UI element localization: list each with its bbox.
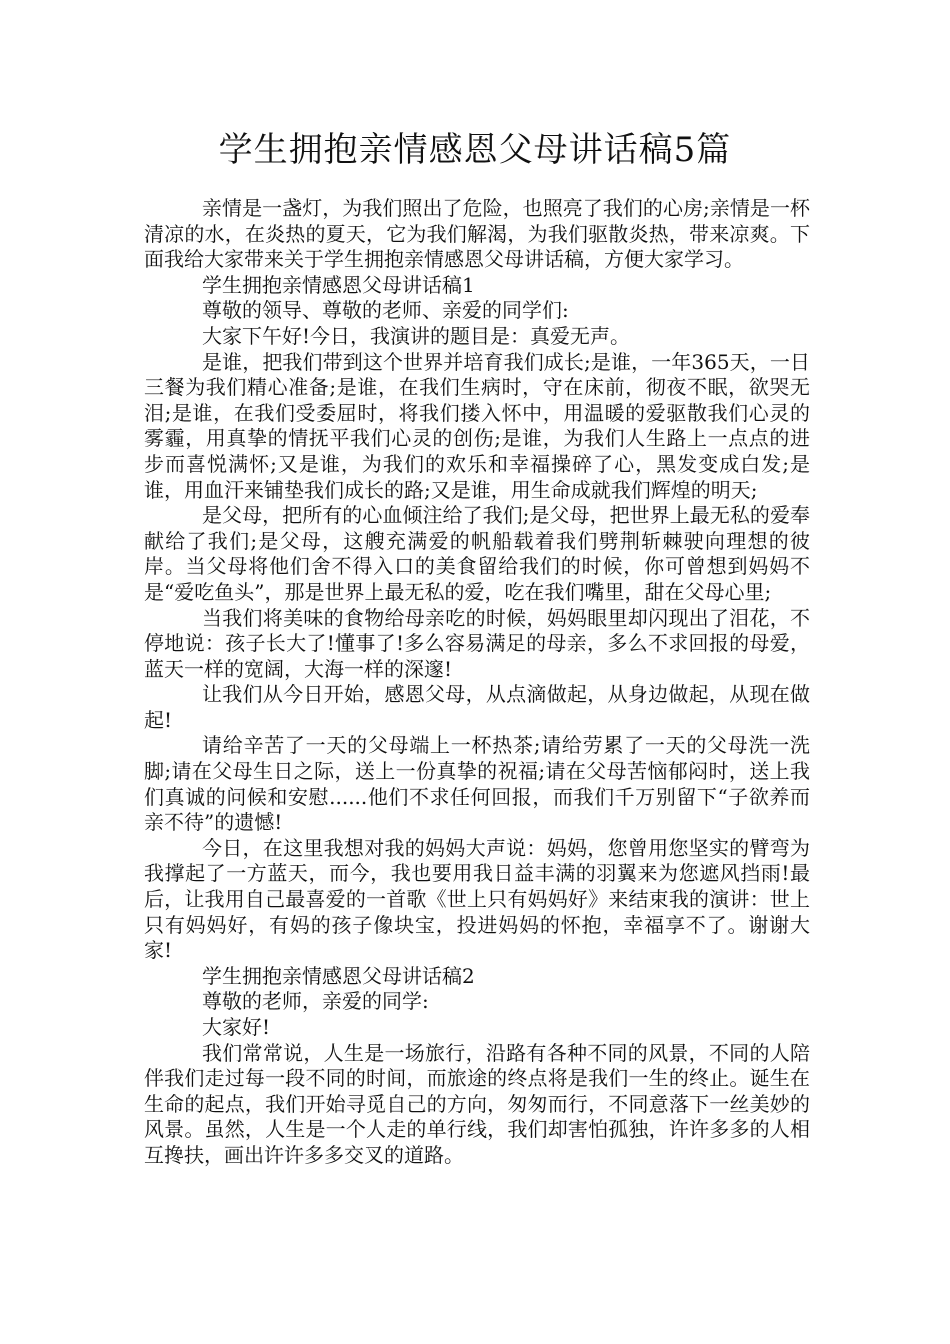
greeting-paragraph: 大家好! bbox=[202, 1015, 271, 1039]
body-paragraph: 让我们从今日开始，感恩父母，从点滴做起，从身边做起，从现在做起! bbox=[144, 682, 810, 732]
greeting-paragraph: 大家下午好!今日，我演讲的题目是：真爱无声。 bbox=[202, 323, 631, 348]
body-paragraph: 今日，在这里我想对我的妈妈大声说：妈妈，您曾用您坚实的臂弯为我撑起了一方蓝天，而今，我也要用我日益丰满的羽翼来为您遮风挡雨!最后，让我用自己最喜爱的一首歌《世上只有妈妈好》来结束我的演讲：世上只有妈妈好，有妈的孩子像块宝，投进妈妈的怀抱，幸福享不了。谢谢大家! bbox=[144, 835, 810, 963]
document-title: 学生拥抱亲情感恩父母讲话稿5篇 bbox=[218, 130, 732, 170]
body-paragraph: 是谁，把我们带到这个世界并培育我们成长;是谁，一年365天，一日三餐为我们精心准备;是谁，在我们生病时，守在床前，彻夜不眠，欲哭无泪;是谁，在我们受委屈时，将我们搂入怀中，用温暖的爱驱散我们心灵的雾霾，用真挚的情抚平我们心灵的创伤;是谁，为我们人生路上一点点的进步而喜悦满怀;又是谁，为我们的欢乐和幸福操碎了心，黑发变成白发;是谁，用血汗来铺垫我们成长的路;又是谁，用生命成就我们辉煌的明天; bbox=[144, 349, 810, 502]
salutation-paragraph: 尊敬的领导、尊敬的老师、亲爱的同学们: bbox=[202, 298, 569, 323]
salutation-paragraph: 尊敬的老师，亲爱的同学: bbox=[202, 989, 429, 1014]
section-heading-2: 学生拥抱亲情感恩父母讲话稿2 bbox=[202, 963, 475, 988]
body-paragraph: 请给辛苦了一天的父母端上一杯热茶;请给劳累了一天的父母洗一洗脚;请在父母生日之际，送上一份真挚的祝福;请在父母苦恼郁闷时，送上我们真诚的问候和安慰......他们不求任何回报，而我们千万别留下“子欲养而亲不待”的遗憾! bbox=[144, 733, 810, 835]
body-paragraph: 当我们将美味的食物给母亲吃的时候，妈妈眼里却闪现出了泪花，不停地说：孩子长大了!懂事了!多么容易满足的母亲，多么不求回报的母爱，蓝天一样的宽阔，大海一样的深邃! bbox=[144, 605, 810, 681]
document-body bbox=[144, 196, 810, 1169]
body-paragraph: 是父母，把所有的心血倾注给了我们;是父母，把世界上最无私的爱奉献给了我们;是父母，这艘充满爱的帆船载着我们劈荆斩棘驶向理想的彼岸。当父母将他们舍不得入口的美食留给我们的时候，你可曾想到妈妈不是“爱吃鱼头”，那是世界上最无私的爱，吃在我们嘴里，甜在父母心里; bbox=[144, 503, 810, 604]
intro-paragraph: 亲情是一盏灯，为我们照出了危险，也照亮了我们的心房;亲情是一杯清凉的水，在炎热的夏天，它为我们解渴，为我们驱散炎热，带来凉爽。下面我给大家带来关于学生拥抱亲情感恩父母讲话稿，方便大家学习。 bbox=[144, 196, 810, 272]
body-paragraph: 我们常常说，人生是一场旅行，沿路有各种不同的风景，不同的人陪伴我们走过每一段不同的时间，而旅途的终点将是我们一生的终止。诞生在生命的起点，我们开始寻觅自己的方向，匆匆而行，不同意落下一丝美妙的风景。虽然，人生是一个人走的单行线，我们却害怕孤独，许许多多的人相互搀扶，画出许许多多交叉的道路。 bbox=[144, 1040, 810, 1167]
section-heading-1: 学生拥抱亲情感恩父母讲话稿1 bbox=[202, 272, 475, 297]
